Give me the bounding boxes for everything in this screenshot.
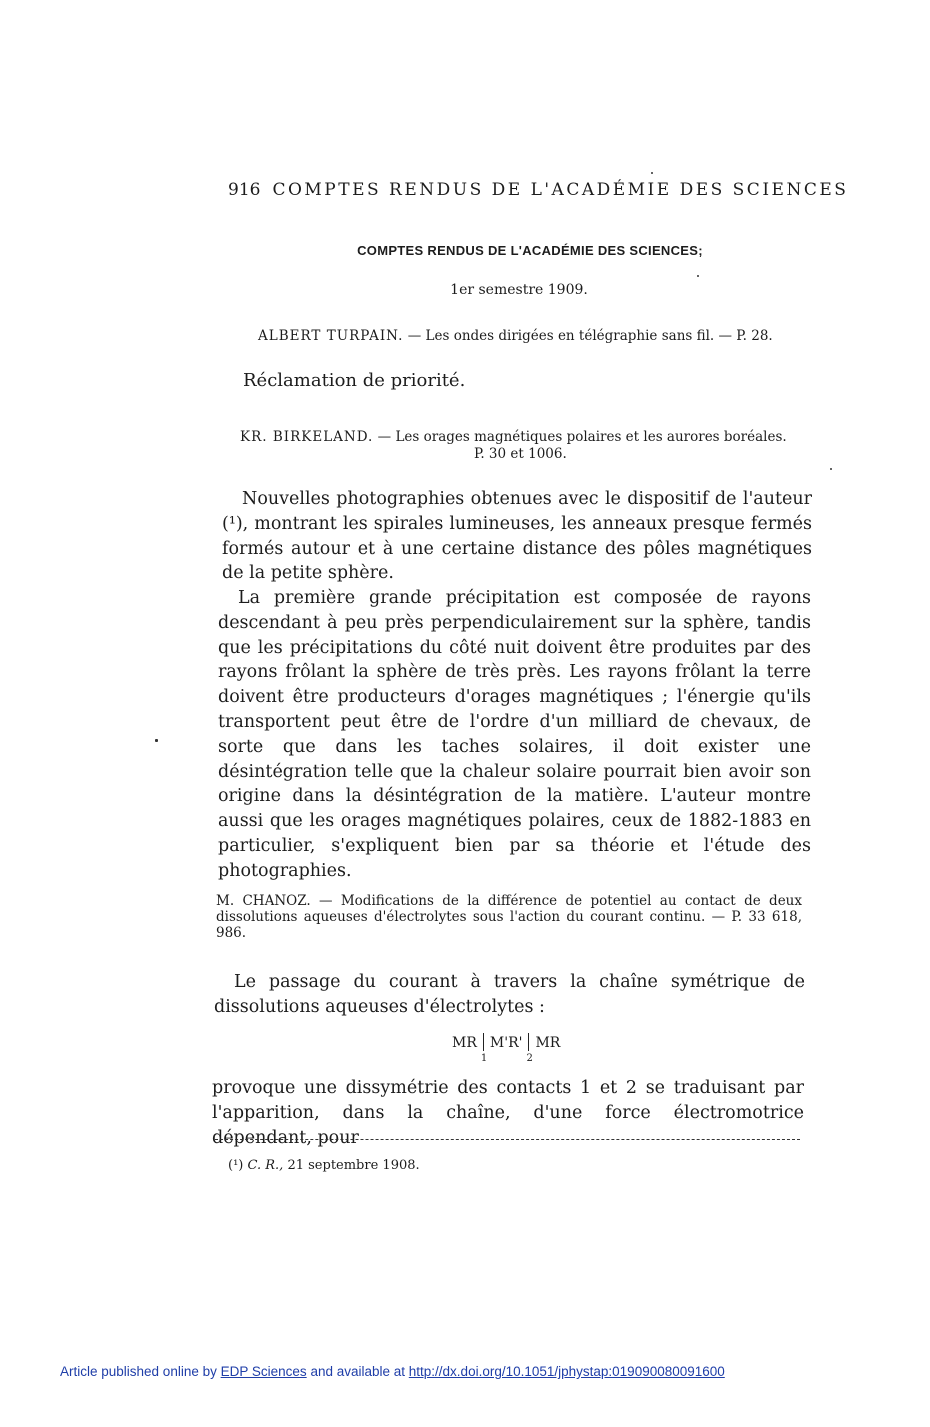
scan-speck — [697, 275, 699, 277]
scan-speck — [830, 468, 832, 470]
running-head — [228, 180, 848, 200]
birkeland-pages: P. 30 et 1006. — [474, 446, 567, 462]
publisher-line — [60, 1364, 725, 1379]
turpain-summary: Réclamation de priorité. — [243, 370, 466, 391]
chanoz-paragraph-1 — [214, 970, 805, 1020]
chanoz-paragraph-1-text: Le passage du courant à travers la chaîne symétrique de dissolutions aqueuses d'électrolytes : — [214, 972, 805, 1017]
contact-2-bar — [526, 1033, 533, 1064]
birkeland-entry-heading — [240, 429, 787, 445]
birkeland-paragraph-2-text: La première grande précipitation est composée de rayons descendant à peu près perpendiculairement sur la sphère, tandis que les précipitations du côté nuit doivent être produites par des rayons frôlant la sphère de très près. Les rayons frôlant la terre doivent être producteurs d'orages magnétiques ; l'énergie qu'ils transportent peut être de l'ordre d'un milliard de chevaux, de sorte que dans les taches solaires, il doit exister une désintégration telle que la chaleur solaire pourrait bien avoir son origine dans la désintégration de la matière. L'auteur montre aussi que les orages magnétiques polaires, ceux de 1882-1883 en particulier, s'expliquent bien par sa théorie et l'étude des photographies. — [218, 588, 811, 881]
formula-left: MR — [452, 1035, 477, 1051]
formula-middle: M'R' — [489, 1035, 523, 1051]
contact-1-label: 1 — [480, 1053, 488, 1064]
footnote-reference: C. R., — [247, 1158, 284, 1173]
running-head-title: COMPTES RENDUS DE L'ACADÉMIE DES SCIENCES — [272, 180, 849, 200]
contact-2-label: 2 — [526, 1053, 533, 1064]
doi-link[interactable]: http://dx.doi.org/10.1051/jphystap:019090080091600 — [408, 1364, 725, 1379]
birkeland-paragraph-1 — [222, 487, 812, 586]
page-number: 916 — [228, 180, 261, 200]
chanoz-author: M. CHANOZ. — [216, 893, 311, 909]
turpain-title: — Les ondes dirigées en télégraphie sans fil. — P. 28. — [407, 328, 773, 344]
electrolyte-chain-formula — [452, 1033, 561, 1064]
scan-speck — [155, 739, 158, 742]
footnote-date: 21 septembre 1908. — [287, 1158, 420, 1173]
turpain-author: ALBERT TURPAIN. — [258, 328, 404, 344]
chanoz-entry-heading — [216, 893, 802, 941]
turpain-entry-heading — [258, 328, 773, 344]
journal-title: COMPTES RENDUS DE L'ACADÉMIE DES SCIENCES; — [357, 243, 703, 258]
scan-speck — [651, 172, 653, 174]
chanoz-paragraph-2-text: provoque une dissymétrie des contacts 1 et 2 se traduisant par l'apparition, dans la chaîne, d'une force électromotrice dépendant, pour — [212, 1078, 804, 1148]
birkeland-paragraph-2 — [218, 586, 811, 884]
footnote — [228, 1158, 420, 1173]
semester-label: 1er semestre 1909. — [450, 282, 588, 298]
contact-1-bar — [480, 1033, 488, 1064]
footnote-marker: (¹) — [228, 1158, 244, 1173]
chanoz-title: — Modifications de la différence de potentiel au contact de deux dissolutions aqueuses d'électrolytes sous l'action du courant continu. — P. 33 618, 986. — [216, 893, 802, 941]
birkeland-paragraph-1-text: Nouvelles photographies obtenues avec le dispositif de l'auteur (¹), montrant les spirales lumineuses, les anneaux presque fermés formés autour et à une certaine distance des pôles magnétiques de la petite sphère. — [222, 489, 812, 584]
formula-right: MR — [535, 1035, 561, 1051]
publisher-link[interactable]: EDP Sciences — [220, 1364, 307, 1379]
publisher-line-middle: and available at — [310, 1364, 406, 1379]
footnote-divider — [215, 1139, 800, 1140]
birkeland-title: — Les orages magnétiques polaires et les aurores boréales. — [377, 429, 787, 445]
birkeland-author: KR. BIRKELAND. — [240, 429, 374, 445]
publisher-line-prefix: Article published online by — [60, 1364, 217, 1379]
